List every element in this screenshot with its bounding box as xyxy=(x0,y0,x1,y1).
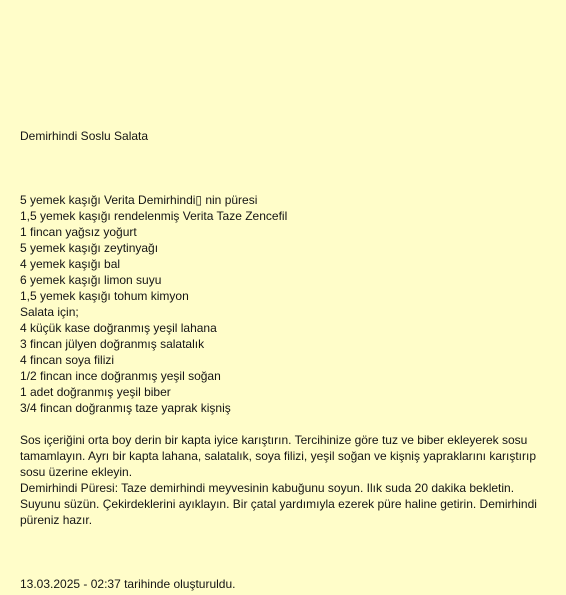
ingredient-item: 1 fincan yağsız yoğurt xyxy=(20,225,137,239)
ingredient-item: 4 yemek kaşığı bal xyxy=(20,257,121,271)
ingredient-item: 3/4 fincan doğranmış taze yaprak kişniş xyxy=(20,401,231,415)
ingredient-item: 3 fincan jülyen doğranmış salatalık xyxy=(20,337,205,351)
ingredient-item: 1,5 yemek kaşığı rendelenmiş Verita Taze Zencefil xyxy=(20,209,288,223)
ingredient-item: 1 adet doğranmış yeşil biber xyxy=(20,385,171,399)
ingredient-item: 1,5 yemek kaşığı tohum kimyon xyxy=(20,289,189,303)
ingredient-item: 4 fincan soya filizi xyxy=(20,353,115,367)
recipe-title: Demirhindi Soslu Salata xyxy=(20,129,149,143)
ingredient-item: 1/2 fincan ince doğranmış yeşil soğan xyxy=(20,369,221,383)
tamarind-puree-instructions: Demirhindi Püresi: Taze demirhindi meyvesinin kabuğunu soyun. Ilık suda 20 dakika bekletin. Suyunu süzün. Çekirdeklerini ayıklayın. Bir çatal yardımıyla ezerek püre haline getirin. Demirhindi püreniz hazır. xyxy=(20,481,537,527)
ingredient-item: 5 yemek kaşığı zeytinyağı xyxy=(20,241,159,255)
salad-section-label: Salata için; xyxy=(20,305,79,319)
recipe-instructions xyxy=(20,432,540,528)
ingredient-item: 6 yemek kaşığı limon suyu xyxy=(20,273,162,287)
ingredient-item: 5 yemek kaşığı Verita Demirhindi▯ nin püresi xyxy=(20,193,258,207)
created-timestamp: 13.03.2025 - 02:37 tarihinde oluşturuldu. xyxy=(20,577,236,591)
ingredient-item: 4 küçük kase doğranmış yeşil lahana xyxy=(20,321,217,335)
sauce-instructions: Sos içeriğini orta boy derin bir kapta iyice karıştırın. Tercihinize göre tuz ve biber ekleyerek sosu tamamlayın. Ayrı bir kapta lahana, salatalık, soya filizi, yeşil soğan ve kişniş yapraklarını karıştırıp sosu üzerine ekleyin. xyxy=(20,433,536,479)
ingredient-list xyxy=(20,192,287,416)
